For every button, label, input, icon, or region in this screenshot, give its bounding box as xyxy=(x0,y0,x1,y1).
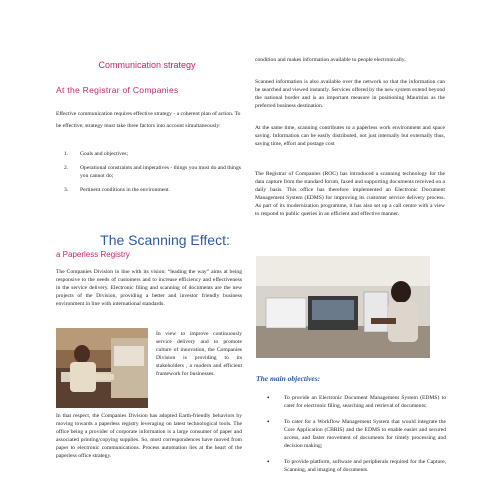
earth-friendly-paragraph: In that respect, the Companies Division has adopted Earth-friendly behaviors by moving towards a paperless registry leveraging on latest technological tools. The office being a provider of corporate information is a large consumer of paper and associated printing/copying supplies. So, most correspondences have moved from paper to electronic communications. Process automation lies at the heart of the paperless office strategy. xyxy=(56,413,242,459)
paperless-environment-paragraph: At the same time, scanning contributes to a paperless work environment and space saving. Information can be easily distributed, not just internally but externally thus, saving time, effort and postage cost xyxy=(255,125,445,147)
bullet-icon: • xyxy=(267,394,270,402)
communication-strategy-title: Communication strategy xyxy=(98,60,196,70)
condition-paragraph: condition and makes information available to people electronically. xyxy=(255,57,406,63)
strategy-item-text: Goals and objectives; xyxy=(80,151,129,157)
scanned-information-paragraph: Scanned information is also available over the network so that the information can be searched and viewed instantly. Services offered by the new system extend beyond the national border and is an important measure in positioning Mauritius as the preferred business destination. xyxy=(255,79,445,109)
bullet-icon: • xyxy=(267,458,270,466)
strategy-item-text: Pertinent conditions in the environment. xyxy=(80,187,170,193)
main-objectives-heading: The main objectives: xyxy=(256,374,321,383)
strategy-factors-list xyxy=(56,150,246,200)
objective-text: To provide an Electronic Document Management System (EDMS) to cater for electronic filing, searching and retrieval of documents; xyxy=(284,395,446,409)
division-paragraph: The Companies Division in line with its vision: “leading the way” aims at being responsive to the needs of customers and to increase efficiency and effectiveness in the service delivery. Electronic filing and scanning of documents are the new projects of the Division, providing a better and investor friendly business environment in line with international standards. xyxy=(56,269,242,307)
scanning-office-photo xyxy=(256,256,430,358)
strategy-item xyxy=(56,164,246,180)
strategy-item xyxy=(56,186,246,194)
roc-scanning-paragraph: The Registrar of Companies (ROC) has introduced a scanning technology for the data capture from the standard forum, faxed and supporting documents received on a daily basis. This office has therefore implemented an Electronic Document Management System (EDMS) for improving its customer service delivery process. As part of its modernization programme, it has also set up a call centre with a view to respond to public queries in an efficient and effective manner. xyxy=(255,171,445,217)
objective-item xyxy=(256,458,446,474)
objectives-list xyxy=(256,394,446,482)
scanning-effect-title: The Scanning Effect: xyxy=(100,232,230,248)
paperless-registry-subtitle: a Paperless Registry xyxy=(56,250,130,259)
strategy-item-number: 1. xyxy=(64,151,69,157)
registrar-heading: At the Registrar of Companies xyxy=(56,85,179,95)
objective-item xyxy=(256,418,446,450)
improve-service-text: In view to improve continuously service delivery and to promote culture of innovation, the Companies Division is providing to its stakeholders , a modern and efficient framework for businesses. xyxy=(156,331,242,377)
effective-communication-intro: Effective communication requires effective strategy - a coherent plan of action. To be effective; strategy must take three factors into account simultaneously: xyxy=(56,111,241,129)
objective-text: To provide platform, software and peripherals required for the Capture, Scanning, and imaging of documents. xyxy=(284,459,446,473)
bullet-icon: • xyxy=(267,418,270,426)
strategy-item-number: 2. xyxy=(64,165,69,171)
objective-item xyxy=(256,394,446,410)
strategy-item-text: Operational constraints and imperatives - things you must do and things you cannot do; xyxy=(80,165,241,179)
objective-text: To cater for a Workflow Management System that would integrate the Core Application (CBRIS) and the EDMS to enable easier and secured access, and faster movement of documents for timely processing and decision making; xyxy=(284,419,446,449)
office-worker-photo xyxy=(56,328,148,408)
strategy-item-number: 3. xyxy=(64,187,69,193)
strategy-item xyxy=(56,150,246,158)
